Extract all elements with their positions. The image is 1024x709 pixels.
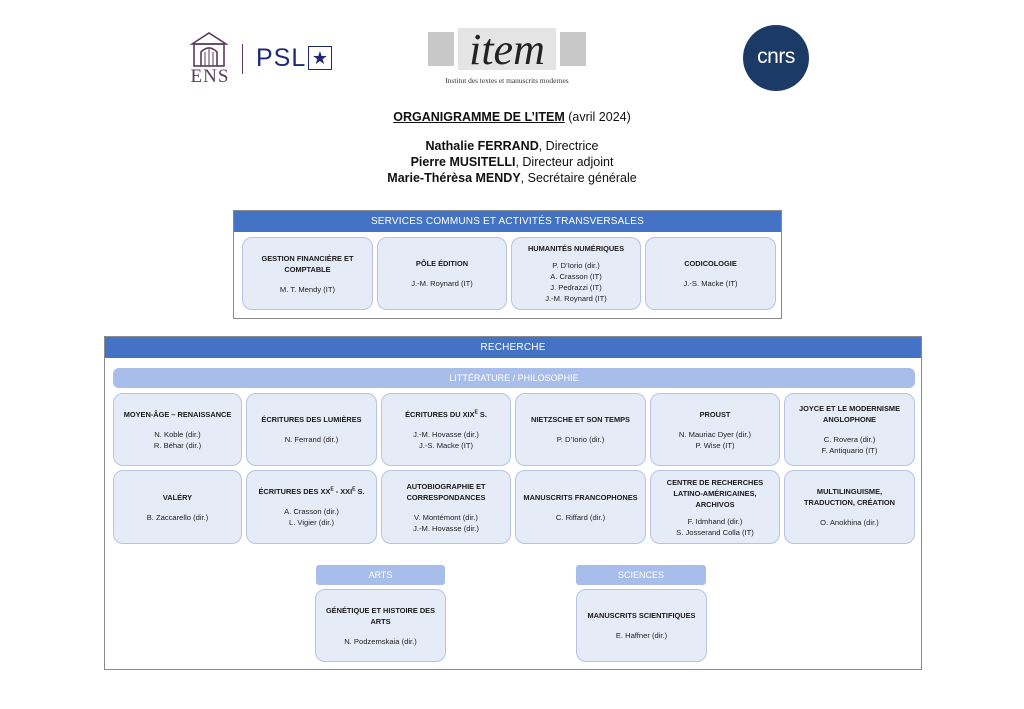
card-people (820, 517, 879, 528)
card-title: JOYCE ET LE MODERNISME ANGLOPHONE (798, 404, 901, 424)
card-title: CENTRE DE RECHERCHES LATINO-AMÉRICAINES, ARCHIVOS (666, 477, 764, 509)
card-people (280, 284, 335, 295)
staff-name: Marie-Thérèsa MENDY (387, 171, 521, 185)
person: J.-S. Macke (IT) (683, 279, 738, 288)
staff-role: , Directrice (538, 139, 599, 153)
person: N. Ferrand (dir.) (284, 435, 339, 444)
research-card-multilingualism (784, 470, 915, 544)
research-card-nietzsche (515, 393, 646, 466)
sciences-header: SCIENCES (576, 565, 706, 585)
card-title: MOYEN-ÂGE – RENAISSANCE (123, 409, 232, 419)
card-title-suffix: S. (477, 409, 487, 419)
research-card-valery (113, 470, 242, 544)
card-title: PROUST (699, 409, 731, 419)
service-card-edition (377, 237, 507, 310)
psl-star-icon: ★ (308, 46, 332, 70)
card-title: AUTOBIOGRAPHIE ET CORRESPONDANCES (406, 481, 486, 502)
card-title-sup: E (474, 409, 478, 416)
staff-line-director (0, 139, 1024, 153)
person: J.-M. Roynard (IT) (545, 294, 607, 303)
staff-role: , Directeur adjoint (515, 155, 614, 169)
card-people (344, 636, 417, 647)
card-title-sup2: E (352, 486, 356, 493)
card-title-text: ÉCRITURES DU XIX (405, 409, 475, 419)
card-title-text: ÉCRITURES DES XX (258, 487, 331, 496)
card-title: GESTION FINANCIÈRE ET COMPTABLE (261, 253, 354, 274)
card-title: MULTILINGUISME, TRADUCTION, CRÉATION (803, 487, 895, 507)
staff-name: Nathalie FERRAND (425, 139, 539, 153)
person: F. Idmhand (dir.) (687, 516, 743, 526)
card-people (284, 506, 339, 528)
service-card-finance (242, 237, 373, 310)
card-people (616, 630, 667, 641)
person: S. Josserand Colla (IT) (676, 527, 754, 537)
ens-wordmark: ENS (190, 66, 230, 87)
card-title: MANUSCRITS SCIENTIFIQUES (587, 611, 696, 620)
research-card-enlightenment (246, 393, 377, 466)
card-title-sup: E (330, 486, 334, 493)
card-title: ÉCRITURES DES LUMIÈRES (261, 415, 362, 424)
person: E. Haffner (dir.) (615, 631, 668, 640)
psl-wordmark: PSL (256, 44, 307, 72)
card-title: PÔLE ÉDITION (415, 259, 469, 268)
person: C. Riffard (dir.) (555, 512, 606, 522)
staff-role: , Secrétaire générale (520, 171, 637, 185)
research-card-arts (315, 589, 446, 662)
person: P. Wise (IT) (695, 440, 735, 450)
item-logo (428, 22, 586, 88)
item-subtitle: Institut des textes et manuscrits modernes (445, 76, 569, 85)
person: L. Vigier (dir.) (288, 518, 334, 527)
person: J.-S. Macke (IT) (418, 440, 473, 450)
person: J.-M. Roynard (IT) (411, 279, 473, 288)
card-people (676, 516, 754, 538)
card-title (252, 486, 370, 497)
research-card-20th-21st-century (246, 470, 377, 544)
person: A. Crasson (dir.) (284, 507, 339, 516)
research-card-proust (650, 393, 780, 466)
title-date: (avril 2024) (568, 110, 631, 124)
person: R. Béhar (dir.) (153, 440, 202, 450)
card-title: CODICOLOGIE (684, 259, 737, 268)
card-title: MANUSCRITS FRANCOPHONES (523, 492, 638, 502)
card-people (683, 278, 737, 289)
research-card-autobiography (381, 470, 511, 544)
cnrs-logo (743, 25, 809, 91)
staff-name: Pierre MUSITELLI (410, 155, 516, 169)
staff-line-deputy (0, 155, 1024, 169)
card-title-suffix: S. (355, 487, 365, 496)
arts-header: ARTS (316, 565, 445, 585)
research-card-latin-american (650, 470, 780, 544)
person: B. Zaccarello (dir.) (146, 512, 209, 522)
cnrs-wordmark: cnrs (757, 45, 795, 68)
card-people (679, 429, 751, 451)
card-title: GÉNÉTIQUE ET HISTOIRE DES ARTS (325, 605, 436, 626)
card-people (556, 512, 605, 523)
ens-psl-logo (186, 30, 336, 88)
person: N. Koble (dir.) (154, 429, 201, 439)
service-card-digital-humanities (511, 237, 641, 310)
research-card-19th-century (381, 393, 511, 466)
literature-philosophy-header: LITTÉRATURE / PHILOSOPHIE (113, 368, 915, 388)
page-title (0, 110, 1024, 124)
card-title: VALÉRY (162, 492, 193, 502)
research-card-francophone (515, 470, 646, 544)
research-card-joyce (784, 393, 915, 466)
card-people (545, 260, 607, 304)
research-card-middle-ages (113, 393, 242, 466)
person: O. Anokhina (dir.) (820, 518, 879, 527)
card-title: NIETZSCHE ET SON TEMPS (531, 415, 630, 424)
card-title: HUMANITÉS NUMÉRIQUES (527, 244, 625, 253)
person: J.-M. Hovasse (dir.) (413, 523, 479, 533)
logo-divider (242, 44, 243, 74)
card-people (413, 512, 479, 534)
person: M. T. Mendy (IT) (279, 284, 336, 294)
person: N. Mauriac Dyer (dir.) (678, 429, 752, 439)
card-people (285, 434, 339, 445)
card-people (411, 278, 473, 289)
person: N. Podzemskaia (dir.) (344, 636, 417, 646)
research-header: RECHERCHE (105, 337, 921, 358)
person: V. Montémont (dir.) (414, 512, 478, 522)
person: C. Rovera (dir.) (823, 435, 876, 444)
services-header: SERVICES COMMUNS ET ACTIVITÉS TRANSVERSALES (234, 211, 781, 232)
service-card-codicology (645, 237, 776, 310)
card-people (147, 512, 209, 523)
person: P. D’Iorio (dir.) (556, 435, 605, 444)
card-people (154, 429, 201, 451)
person: J. Pedrazzi (IT) (550, 283, 602, 292)
research-card-sciences (576, 589, 707, 662)
person: A. Crasson (IT) (550, 272, 602, 281)
staff-line-secretary (0, 171, 1024, 185)
item-wordmark: item (469, 25, 545, 74)
card-people (557, 434, 605, 445)
ens-building-icon (186, 30, 232, 68)
card-people (413, 429, 479, 451)
card-people (822, 434, 878, 456)
person: J.-M. Hovasse (dir.) (413, 429, 479, 439)
person: P. D’Iorio (dir.) (552, 261, 600, 270)
person: F. Antiquario (IT) (821, 446, 878, 455)
title-text: ORGANIGRAMME DE L’ITEM (393, 110, 565, 124)
card-title-mid: - XXI (333, 487, 353, 496)
card-title (399, 409, 493, 420)
